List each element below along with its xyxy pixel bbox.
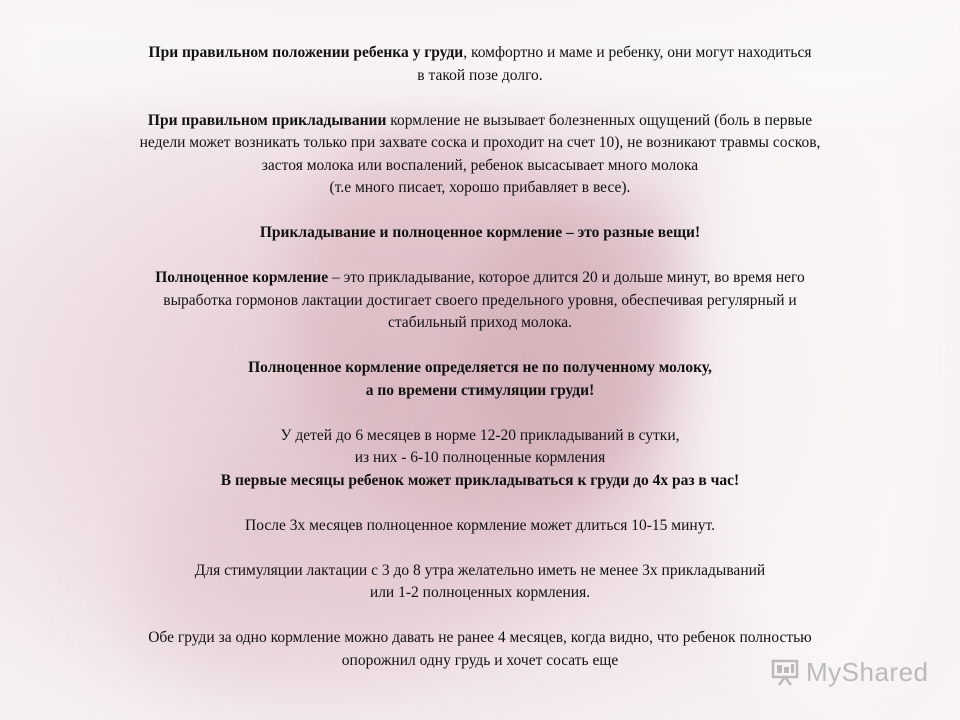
text-line: У детей до 6 месяцев в норме 12-20 прикладываний в сутки, — [280, 426, 680, 444]
paragraph-morning — [40, 560, 920, 605]
text-line: стабильный приход молока. — [387, 314, 573, 331]
text-line: Для стимуляции лактации с 3 до 8 утра желательно иметь не менее 3х прикладываний — [194, 561, 766, 579]
slide-text — [40, 42, 920, 672]
bold-phrase: При правильном прикладывании — [147, 111, 387, 129]
watermark-text: MyShared — [806, 656, 929, 687]
text-run: – это прикладывание, которое длится 20 и дольше минут, во время него — [328, 269, 805, 286]
bold-phrase: При правильном положении ребенка у груди — [148, 44, 464, 61]
text-run: кормление не вызывает болезненных ощущений (боль в первые — [386, 111, 813, 129]
text-line: недели может возникать только при захвате соска и проходит на счет 10), не возникают травмы сосков, — [139, 134, 821, 151]
text-run: , комфортно и маме и ребенку, они могут находиться — [463, 44, 812, 61]
text-line: (т.е много писает, хорошо прибавляет в весе). — [329, 179, 631, 196]
paragraph-stimulation — [40, 357, 920, 402]
presentation-board-icon — [770, 657, 800, 687]
text-line: или 1-2 полноценных кормления. — [369, 584, 591, 601]
paragraph-after-3-months — [40, 515, 920, 538]
bold-line: В первые месяцы ребенок может прикладываться к груди до 4х раз в час! — [220, 471, 740, 489]
paragraph-difference — [40, 222, 920, 245]
text-line: из них - 6-10 полноценные кормления — [354, 449, 606, 466]
text-line: выработка гормонов лактации достигает своего предельного уровня, обеспечивая регулярный и — [163, 291, 797, 309]
paragraph-full-feeding — [40, 267, 920, 335]
bold-line: Прикладывание и полноценное кормление – это разные вещи! — [259, 224, 701, 241]
text-line: застоя молока или воспалений, ребенок высасывает много молока — [261, 156, 699, 174]
paragraph-latching — [40, 110, 920, 200]
paragraph-frequency — [40, 425, 920, 493]
bold-line: а по времени стимуляции груди! — [365, 381, 595, 399]
bold-phrase: Полноценное кормление — [155, 269, 329, 286]
text-line: После 3х месяцев полноценное кормление может длиться 10-15 минут. — [245, 516, 715, 534]
text-line: Обе груди за одно кормление можно давать не ранее 4 месяцев, когда видно, что ребенок полностью — [148, 629, 812, 646]
bold-line: Полноценное кормление определяется не по полученному молоку, — [248, 359, 712, 376]
myshared-watermark — [770, 654, 929, 690]
text-line: в такой позе долго. — [417, 66, 543, 84]
text-line: опорожнил одну грудь и хочет сосать еще — [341, 651, 619, 669]
paragraph-positioning — [40, 42, 920, 87]
